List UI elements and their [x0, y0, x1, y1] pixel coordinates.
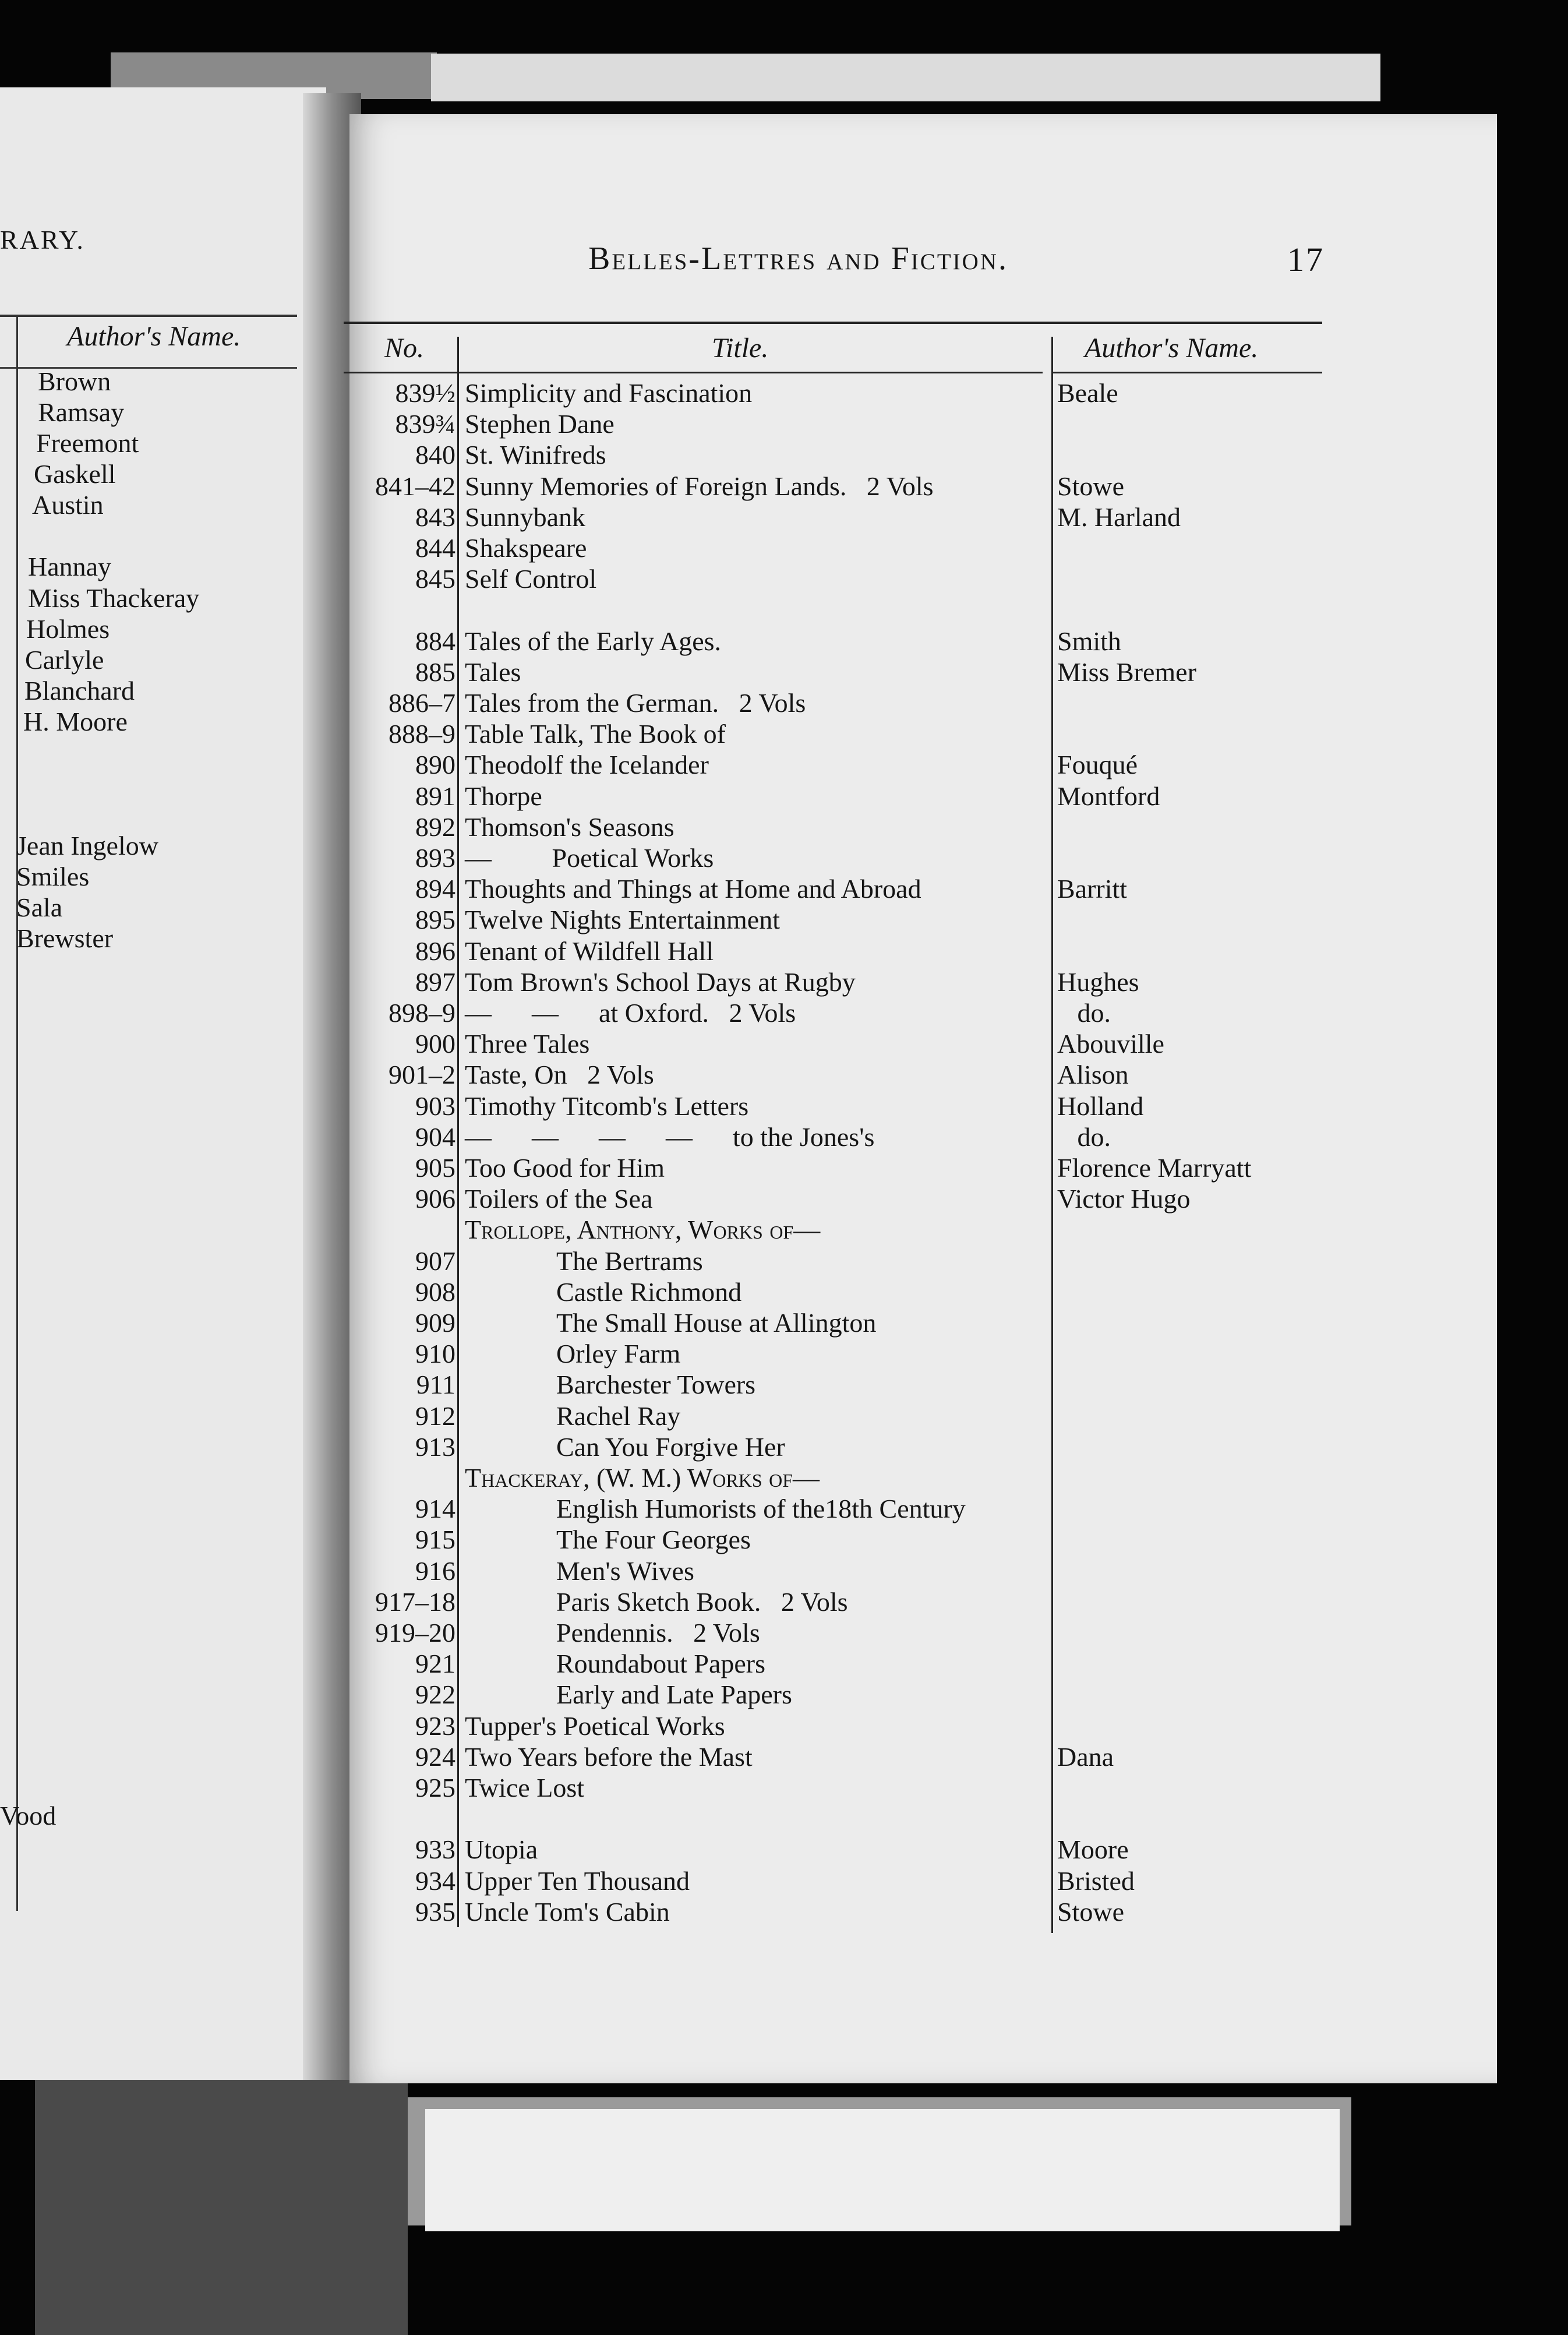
- table-row: [0, 1772, 1568, 1803]
- table-row: [0, 563, 1568, 594]
- table-row: [0, 904, 1568, 935]
- page-edge-strip: [431, 54, 1380, 101]
- entry-title: The Bertrams: [556, 1246, 703, 1276]
- entry-title: Stephen Dane: [465, 409, 615, 439]
- entry-title: Roundabout Papers: [556, 1649, 766, 1679]
- table-row: [0, 532, 1568, 563]
- entry-author: do.: [1057, 998, 1111, 1028]
- entry-number: 843: [415, 502, 455, 532]
- entry-title: Tom Brown's School Days at Rugby: [465, 967, 856, 997]
- left-author-name: Ramsay: [38, 397, 125, 427]
- entry-number: 896: [415, 936, 455, 966]
- entry-title: Timothy Titcomb's Letters: [465, 1091, 749, 1121]
- header-rule: [344, 322, 1322, 324]
- entry-number: 892: [415, 812, 455, 842]
- table-row: [0, 781, 1568, 812]
- table-row: [0, 1276, 1568, 1307]
- entry-number: 839¾: [395, 409, 455, 439]
- entry-author: Dana: [1057, 1741, 1114, 1772]
- table-row: [0, 657, 1568, 687]
- entry-title: Can You Forgive Her: [556, 1431, 785, 1462]
- entry-number: 840: [415, 440, 455, 470]
- table-row: [0, 1803, 1568, 1834]
- entry-title: Pendennis. 2 Vols: [556, 1618, 760, 1648]
- entry-title: Self Control: [465, 564, 597, 594]
- table-row: [0, 1307, 1568, 1338]
- left-rule: [0, 315, 297, 317]
- entry-number: 903: [415, 1091, 455, 1121]
- table-row: [0, 471, 1568, 502]
- entry-title: Twelve Nights Entertainment: [465, 905, 780, 935]
- column-header-rule: [344, 372, 1043, 373]
- entry-number: 893: [415, 843, 455, 873]
- entry-number: 888–9: [389, 719, 455, 749]
- entry-title: Taste, On 2 Vols: [465, 1060, 654, 1090]
- left-column-header: Author's Name.: [67, 321, 241, 352]
- table-row: [0, 1246, 1568, 1276]
- table-row: [0, 1710, 1568, 1741]
- column-header-author: Author's Name.: [1085, 333, 1259, 364]
- table-row: [0, 1834, 1568, 1865]
- entry-number: 912: [415, 1401, 455, 1431]
- entry-number: 841–42: [375, 471, 455, 501]
- entry-title: Rachel Ray: [556, 1401, 681, 1431]
- entry-title: The Small House at Allington: [556, 1308, 877, 1338]
- entry-author: Beale: [1057, 378, 1118, 408]
- left-author-name: Austin: [32, 490, 104, 520]
- table-row: [0, 1493, 1568, 1524]
- table-row: [0, 439, 1568, 470]
- left-author-name: Freemont: [36, 428, 139, 458]
- table-row: [0, 1617, 1568, 1648]
- left-author-name: Miss Thackeray: [28, 583, 200, 613]
- entry-title: Three Tales: [465, 1029, 590, 1059]
- entry-title: The Four Georges: [556, 1525, 751, 1555]
- table-row: [0, 1059, 1568, 1090]
- table-row: [0, 1741, 1568, 1772]
- entry-author: Hughes: [1057, 967, 1139, 997]
- entry-title: Paris Sketch Book. 2 Vols: [556, 1586, 848, 1617]
- entry-number: 923: [415, 1710, 455, 1741]
- entry-number: 895: [415, 905, 455, 935]
- table-row: [0, 1524, 1568, 1555]
- entry-title: Thoughts and Things at Home and Abroad: [465, 874, 921, 904]
- table-row: [0, 1091, 1568, 1121]
- table-row: [0, 1431, 1568, 1462]
- entry-title: — — at Oxford. 2 Vols: [465, 998, 796, 1028]
- table-row: [0, 626, 1568, 657]
- entry-title: Tales from the German. 2 Vols: [465, 688, 806, 718]
- entry-number: 921: [415, 1649, 455, 1679]
- entry-number: 911: [416, 1370, 455, 1400]
- entry-author: Alison: [1057, 1060, 1129, 1090]
- entry-title: Sunny Memories of Foreign Lands. 2 Vols: [465, 471, 934, 501]
- left-author-name: Sala: [16, 893, 63, 922]
- entry-number: 884: [415, 626, 455, 656]
- entry-author: Victor Hugo: [1057, 1184, 1191, 1214]
- entry-title: Sunnybank: [465, 502, 585, 532]
- table-row: [0, 1183, 1568, 1214]
- entry-title: Tupper's Poetical Works: [465, 1710, 725, 1741]
- entry-author: Bristed: [1057, 1865, 1135, 1896]
- table-row: [0, 812, 1568, 842]
- entry-number: 934: [415, 1865, 455, 1896]
- entry-author: Abouville: [1057, 1029, 1164, 1059]
- table-row: [0, 1679, 1568, 1710]
- left-author-name: H. Moore: [23, 707, 128, 736]
- entry-number: 915: [415, 1525, 455, 1555]
- left-author-name: Hannay: [28, 552, 112, 581]
- left-author-name: Brown: [38, 366, 111, 396]
- entry-title: St. Winifreds: [465, 440, 606, 470]
- entry-number: 913: [415, 1431, 455, 1462]
- entry-number: 908: [415, 1276, 455, 1307]
- entry-title: Castle Richmond: [556, 1276, 742, 1307]
- table-row: [0, 873, 1568, 904]
- page-number: 17: [1287, 241, 1325, 278]
- entry-title: — Poetical Works: [465, 843, 714, 873]
- entry-author: Montford: [1057, 781, 1160, 811]
- entry-number: 900: [415, 1029, 455, 1059]
- entry-number: 906: [415, 1184, 455, 1214]
- table-row: [0, 1586, 1568, 1617]
- table-row: [0, 502, 1568, 532]
- entry-title: Trollope, Anthony, Works of—: [465, 1215, 821, 1245]
- entry-number: 924: [415, 1741, 455, 1772]
- entry-author: do.: [1057, 1121, 1111, 1152]
- table-row: [0, 378, 1568, 408]
- table-row: [0, 997, 1568, 1028]
- entry-author: Miss Bremer: [1057, 657, 1196, 687]
- entry-author: M. Harland: [1057, 502, 1181, 532]
- table-row: [0, 936, 1568, 967]
- table-row: [0, 967, 1568, 997]
- entry-title: Thomson's Seasons: [465, 812, 674, 842]
- entry-title: Men's Wives: [556, 1556, 694, 1586]
- entry-title: Thorpe: [465, 781, 542, 811]
- entry-author: Smith: [1057, 626, 1121, 656]
- entry-author: Holland: [1057, 1091, 1144, 1121]
- table-row: [0, 1369, 1568, 1400]
- table-row: [0, 1556, 1568, 1586]
- entry-author: Stowe: [1057, 1896, 1124, 1927]
- left-author-name: Vood: [0, 1801, 56, 1830]
- entry-number: 891: [415, 781, 455, 811]
- entry-number: 844: [415, 533, 455, 563]
- table-row: [0, 842, 1568, 873]
- entry-title: Thackeray, (W. M.) Works of—: [465, 1463, 820, 1493]
- entry-number: 886–7: [389, 688, 455, 718]
- table-row: [0, 1214, 1568, 1245]
- entry-title: Simplicity and Fascination: [465, 378, 753, 408]
- entry-number: 897: [415, 967, 455, 997]
- entry-number: 917–18: [375, 1586, 455, 1617]
- column-header-no: No.: [384, 333, 425, 364]
- entry-title: Toilers of the Sea: [465, 1184, 653, 1214]
- table-row: [0, 687, 1568, 718]
- entry-title: Early and Late Papers: [556, 1680, 792, 1710]
- left-author-name: Gaskell: [34, 459, 116, 489]
- table-row: [0, 1338, 1568, 1369]
- entry-author: Moore: [1057, 1835, 1129, 1865]
- entry-number: 935: [415, 1896, 455, 1927]
- entry-author: Barritt: [1057, 874, 1128, 904]
- entry-title: English Humorists of the18th Century: [556, 1494, 966, 1524]
- left-author-name: Blanchard: [24, 676, 135, 706]
- table-row: [0, 1121, 1568, 1152]
- entry-number: 894: [415, 874, 455, 904]
- entry-title: Twice Lost: [465, 1773, 585, 1803]
- left-author-name: Smiles: [16, 862, 90, 891]
- entry-number: 910: [415, 1339, 455, 1369]
- table-row: [0, 1462, 1568, 1493]
- entry-title: Theodolf the Icelander: [465, 750, 709, 780]
- left-author-name: Jean Ingelow: [16, 831, 158, 860]
- entry-number: 905: [415, 1153, 455, 1183]
- column-header-rule: [1051, 372, 1322, 373]
- binding-cloth: [35, 2074, 408, 2335]
- entry-title: Table Talk, The Book of: [465, 719, 726, 749]
- table-row: [0, 749, 1568, 780]
- entry-number: 916: [415, 1556, 455, 1586]
- entry-title: Two Years before the Mast: [465, 1741, 753, 1772]
- entry-author: Stowe: [1057, 471, 1124, 501]
- table-row: [0, 1865, 1568, 1896]
- entry-author: Florence Marryatt: [1057, 1153, 1252, 1183]
- entry-title: Shakspeare: [465, 533, 587, 563]
- column-header-title: Title.: [712, 333, 769, 364]
- entry-number: 919–20: [375, 1618, 455, 1648]
- entry-number: 907: [415, 1246, 455, 1276]
- entry-title: Upper Ten Thousand: [465, 1865, 690, 1896]
- entry-number: 922: [415, 1680, 455, 1710]
- entry-title: — — — — to the Jones's: [465, 1121, 875, 1152]
- entry-title: Tenant of Wildfell Hall: [465, 936, 714, 966]
- entry-number: 901–2: [389, 1060, 455, 1090]
- entry-number: 885: [415, 657, 455, 687]
- table-row: [0, 1152, 1568, 1183]
- left-author-name: Brewster: [16, 923, 114, 953]
- entry-number: 925: [415, 1773, 455, 1803]
- entry-number: 909: [415, 1308, 455, 1338]
- table-row: [0, 594, 1568, 625]
- table-row: [0, 408, 1568, 439]
- entry-title: Too Good for Him: [465, 1153, 665, 1183]
- entry-number: 890: [415, 750, 455, 780]
- entry-title: Barchester Towers: [556, 1370, 756, 1400]
- entry-title: Utopia: [465, 1835, 538, 1865]
- table-row: [0, 1896, 1568, 1927]
- entry-number: 933: [415, 1835, 455, 1865]
- entry-title: Tales: [465, 657, 521, 687]
- entry-title: Uncle Tom's Cabin: [465, 1896, 670, 1927]
- table-row: [0, 1648, 1568, 1679]
- entry-title: Tales of the Early Ages.: [465, 626, 722, 656]
- running-head: Belles-Lettres and Fiction.: [588, 241, 1008, 277]
- entry-author: Fouqué: [1057, 750, 1138, 780]
- table-row: [0, 718, 1568, 749]
- entry-title: Orley Farm: [556, 1339, 681, 1369]
- entry-number: 845: [415, 564, 455, 594]
- left-running-head: RARY.: [0, 225, 85, 255]
- table-row: [0, 1028, 1568, 1059]
- entry-number: 904: [415, 1121, 455, 1152]
- entry-number: 898–9: [389, 998, 455, 1028]
- left-author-name: Carlyle: [25, 645, 104, 675]
- table-row: [0, 1401, 1568, 1431]
- entry-number: 839½: [395, 378, 455, 408]
- left-author-name: Holmes: [26, 614, 110, 644]
- page-edge-strip-bottom: [425, 2109, 1340, 2231]
- entry-number: 914: [415, 1494, 455, 1524]
